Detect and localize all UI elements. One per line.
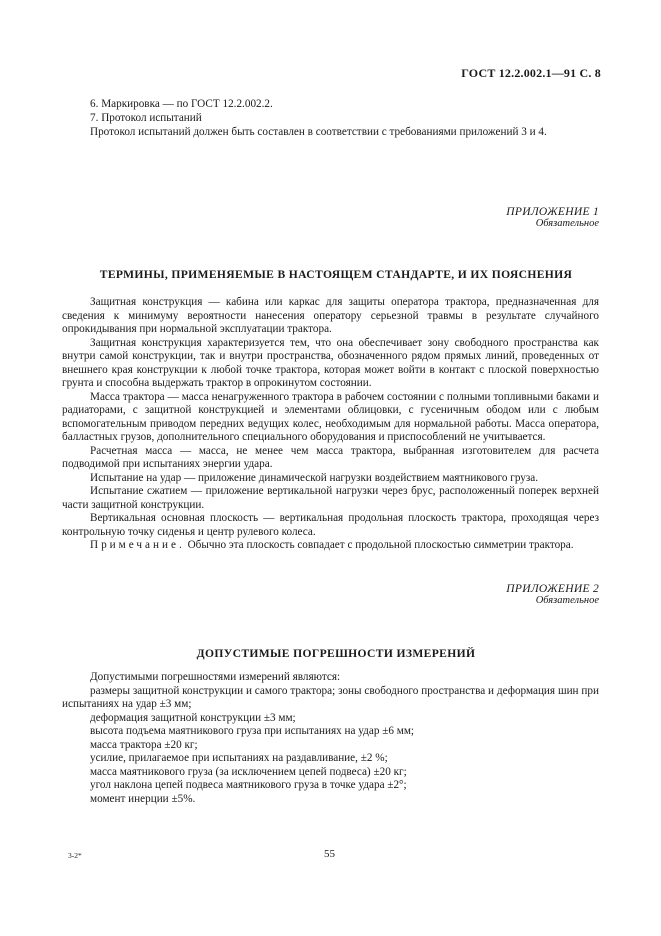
- note-label: Примечание.: [90, 539, 185, 551]
- section-7-heading: 7. Протокол испытаний: [90, 112, 202, 124]
- tolerance-item: деформация защитной конструкции ±3 мм;: [90, 711, 296, 724]
- appendix-1-body: [62, 296, 599, 553]
- tolerance-item: высота подъема маятникового груза при испытаниях на удар ±6 мм;: [90, 725, 415, 737]
- note-text: Обычно эта плоскость совпадает с продольной плоскостью симметрии трактора.: [184, 539, 574, 551]
- appendix-2-status: Обязательное: [535, 595, 599, 606]
- page-number: 55: [324, 848, 335, 860]
- appendix-1-label: ПРИЛОЖЕНИЕ 1: [506, 206, 599, 218]
- tolerance-intro: Допустимыми погрешностями измерений являются:: [90, 671, 341, 683]
- appendix-2-marker: [506, 583, 599, 606]
- appendix-1-status: Обязательное: [535, 218, 599, 229]
- appendix-1-marker: [506, 206, 599, 229]
- section-6-marking: 6. Маркировка — по ГОСТ 12.2.002.2.: [90, 98, 273, 110]
- term-tractor-mass: Масса трактора — масса ненагруженного трактора в рабочем состоянии с полными топливными баками и радиаторами, с защитной конструкцией и элементами облицовки, с гусеничным ободом или с любым вспомогательным приводом передних ведущих колес, необходимым для нормальной работы. Масса оператора, балластных грузов, дополнительного специального оборудования и приспособлений не учитывается.: [62, 390, 599, 443]
- appendix-1-title: ТЕРМИНЫ, ПРИМЕНЯЕМЫЕ В НАСТОЯЩЕМ СТАНДАРТЕ, И ИХ ПОЯСНЕНИЯ: [99, 268, 573, 281]
- term-vertical-reference-plane: Вертикальная основная плоскость — вертикальная продольная плоскость трактора, проходящая через контрольную точку сиденья и центр рулевого колеса.: [62, 512, 599, 538]
- appendix-2-body: [62, 671, 599, 806]
- appendix-1-note: [62, 539, 599, 553]
- running-header: ГОСТ 12.2.002.1—91 С. 8: [461, 66, 601, 80]
- tolerance-item: размеры защитной конструкции и самого трактора; зоны свободного пространства и деформация шин при испытаниях на удар ±3 мм;: [62, 684, 599, 710]
- tolerance-item: усилие, прилагаемое при испытаниях на раздавливание, ±2 %;: [90, 752, 388, 764]
- tolerance-item: угол наклона цепей подвеса маятникового груза в точке удара ±2°;: [90, 779, 407, 791]
- term-protective-structure-detail: Защитная конструкция характеризуется тем, что она обеспечивает зону свободного пространства как внутри самой конструкции, так и внутри пространства, обозначенного рядом прямых линий, проведенных от внешнего края конструкции к любой точке трактора, которая может войти в контакт с плоской поверхностью грунта и способна выдержать трактор в опрокинутом состоянии.: [62, 336, 599, 389]
- term-protective-structure: Защитная конструкция — кабина или каркас для защиты оператора трактора, предназначенная для сведения к минимуму вероятности нанесения оператору серьезной травмы в результате случайного опрокидывания при нормальной эксплуатации трактора.: [62, 296, 599, 335]
- tolerance-item: момент инерции ±5%.: [90, 792, 196, 805]
- term-compression-test: Испытание сжатием — приложение вертикальной нагрузки через брус, расположенный поперек верхней части защитной конструкции.: [62, 485, 599, 511]
- tolerance-item: масса маятникового груза (за исключением цепей подвеса) ±20 кг;: [90, 765, 407, 778]
- section-7-text: Протокол испытаний должен быть составлен в соответствии с требованиями приложений 3 и 4.: [90, 126, 547, 138]
- term-design-mass: Расчетная масса — масса, не менее чем масса трактора, выбранная изготовителем для расчета подводимой при испытаниях энергии удара.: [62, 444, 599, 470]
- tolerance-item: масса трактора ±20 кг;: [90, 738, 198, 751]
- signature-mark: 3-2*: [68, 851, 82, 860]
- appendix-2-title: ДОПУСТИМЫЕ ПОГРЕШНОСТИ ИЗМЕРЕНИЙ: [196, 647, 476, 660]
- appendix-2-label: ПРИЛОЖЕНИЕ 2: [506, 583, 599, 595]
- term-impact-test: Испытание на удар — приложение динамической нагрузки воздействием маятникового груза.: [90, 471, 539, 484]
